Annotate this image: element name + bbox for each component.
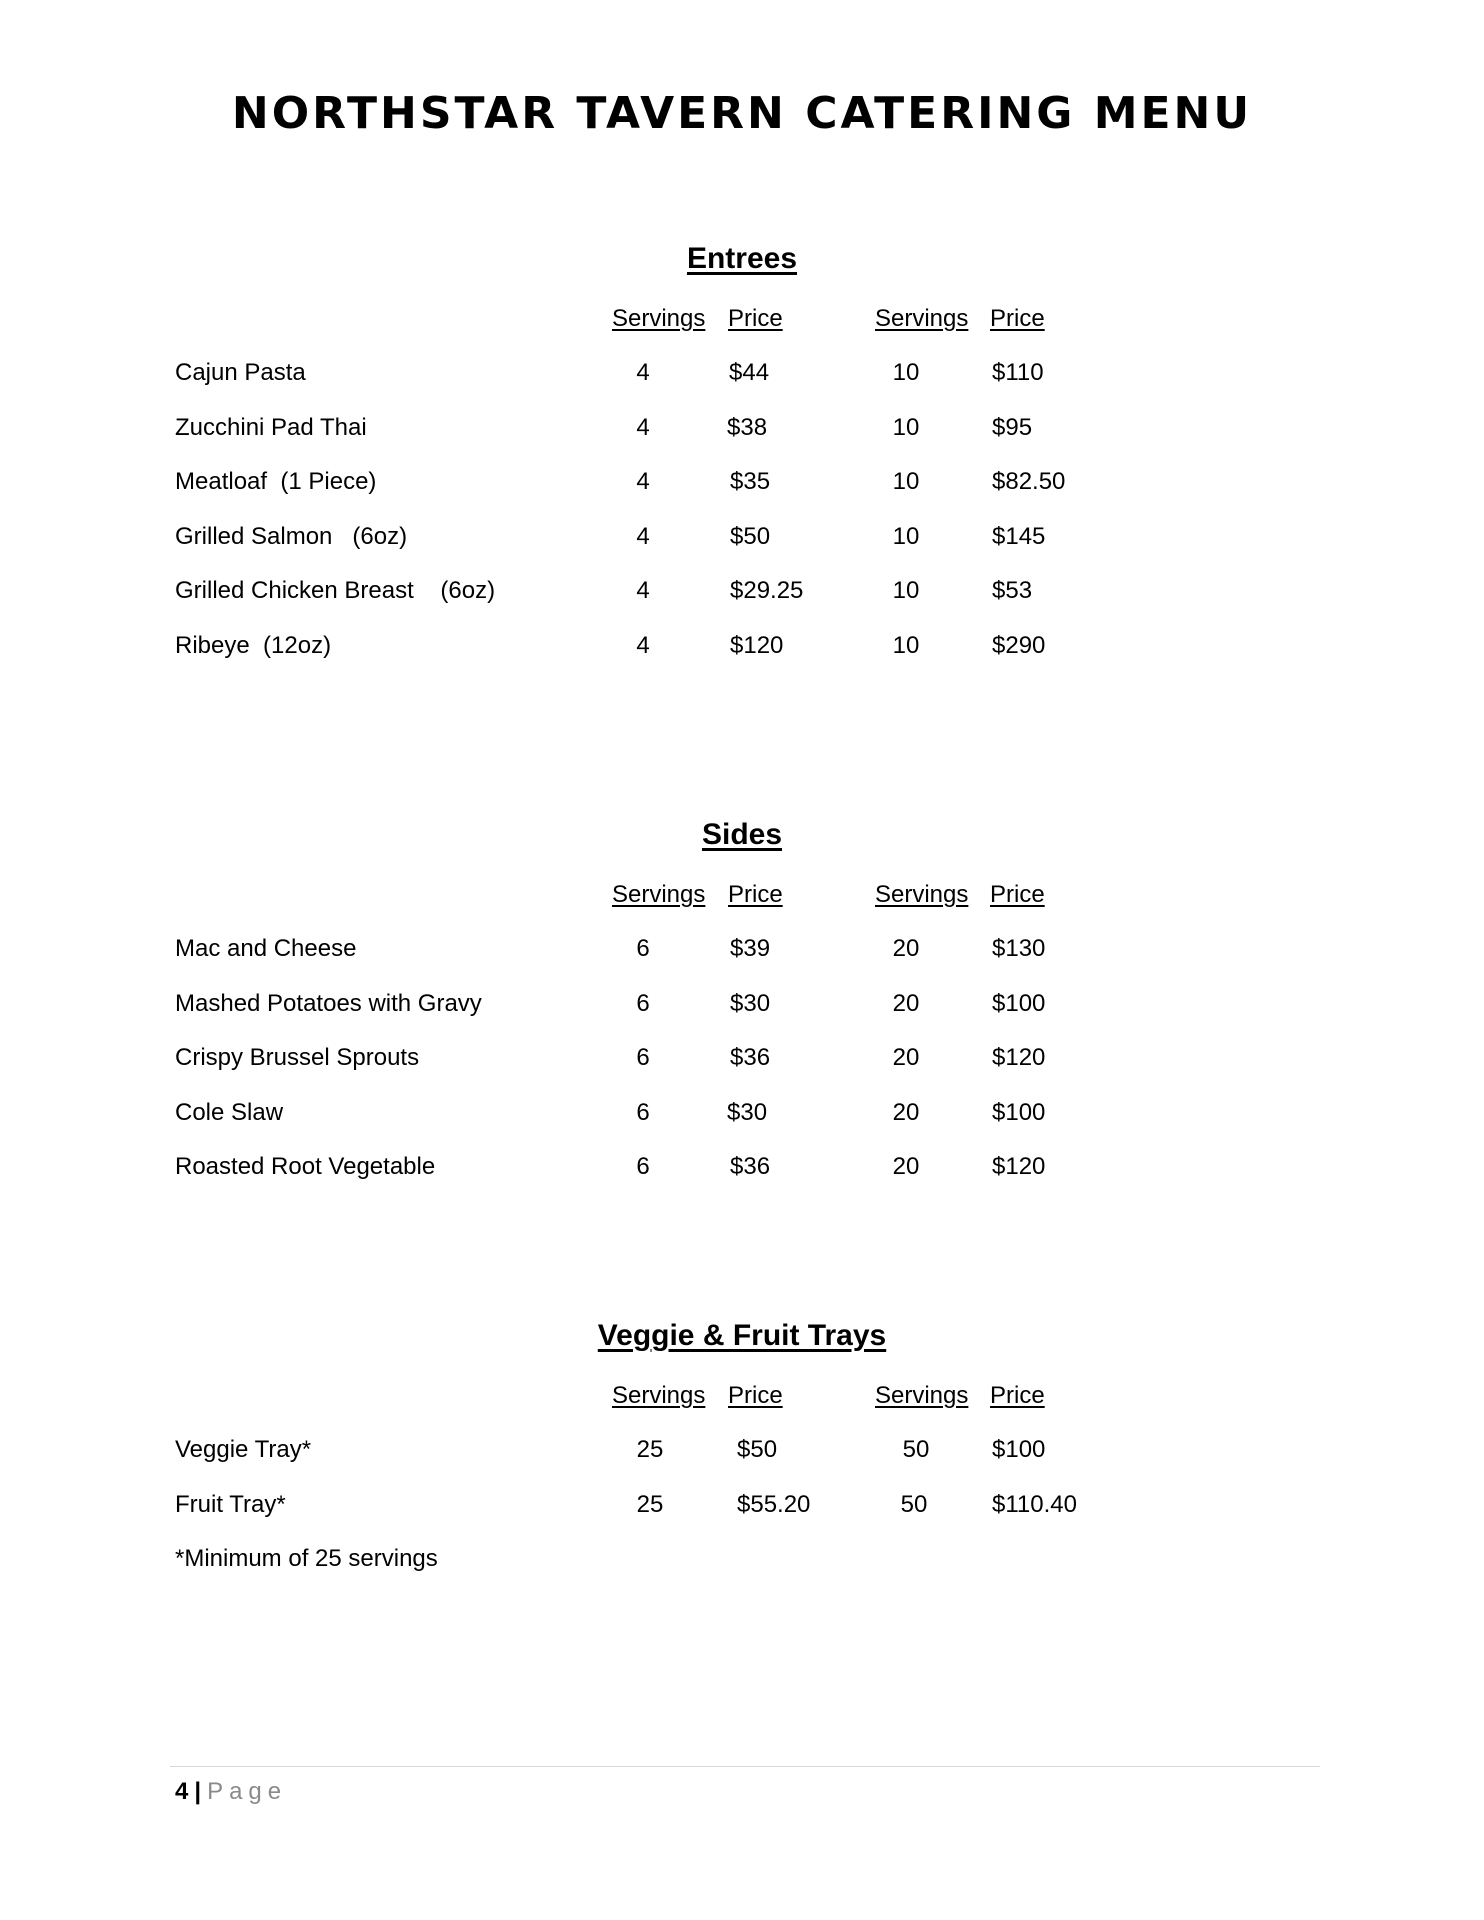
- menu-item-name: Roasted Root Vegetable: [175, 1153, 436, 1180]
- menu-item-price: $120: [992, 1044, 1046, 1071]
- menu-item-price: $110: [992, 359, 1044, 386]
- column-header-price: Price: [728, 1382, 783, 1409]
- column-header-servings: Servings: [612, 1382, 706, 1409]
- column-header-price: Price: [990, 305, 1045, 332]
- menu-item-servings: 20: [892, 935, 920, 962]
- menu-item-price: $53: [992, 577, 1033, 604]
- menu-item-servings: 20: [892, 1153, 920, 1180]
- menu-item-servings: 10: [892, 577, 920, 604]
- menu-item-price: $39: [730, 935, 771, 962]
- menu-item-servings: 10: [892, 632, 920, 659]
- menu-item-price: $36: [730, 1044, 771, 1071]
- menu-item-price: $29.25: [730, 577, 804, 604]
- column-header-price: Price: [990, 1382, 1045, 1409]
- page-number: 4: [175, 1778, 189, 1805]
- menu-item-price: $290: [992, 632, 1046, 659]
- menu-item-price: $35: [730, 468, 771, 495]
- menu-item-servings: 6: [636, 990, 650, 1017]
- menu-item-price: $30: [730, 990, 771, 1017]
- menu-item-name: Ribeye (12oz): [175, 632, 332, 659]
- column-header-servings: Servings: [612, 881, 706, 908]
- page-footer: [175, 1778, 287, 1806]
- menu-item-price: $100: [992, 990, 1046, 1017]
- menu-item-servings: 25: [636, 1491, 664, 1518]
- menu-item-name: Cajun Pasta: [175, 359, 306, 386]
- menu-item-price: $95: [992, 414, 1033, 441]
- footer-separator: |: [194, 1778, 202, 1805]
- column-header-price: Price: [990, 881, 1045, 908]
- menu-item-servings: 6: [636, 1099, 650, 1126]
- menu-item-servings: 20: [892, 990, 920, 1017]
- menu-item-price: $130: [992, 935, 1046, 962]
- menu-item-servings: 10: [892, 523, 920, 550]
- menu-item-price: $120: [992, 1153, 1046, 1180]
- menu-item-price: $44: [729, 359, 770, 386]
- menu-item-price: $82.50: [992, 468, 1066, 495]
- menu-item-servings: 4: [636, 577, 650, 604]
- column-header-price: Price: [728, 305, 783, 332]
- section-heading-trays: Veggie & Fruit Trays: [597, 1319, 887, 1352]
- menu-item-servings: 10: [892, 468, 920, 495]
- menu-item-price: $120: [730, 632, 784, 659]
- menu-item-servings: 50: [902, 1436, 930, 1463]
- menu-item-name: Crispy Brussel Sprouts: [175, 1044, 420, 1071]
- menu-item-servings: 20: [892, 1044, 920, 1071]
- menu-item-name: Mashed Potatoes with Gravy: [175, 990, 482, 1017]
- menu-item-name: Mac and Cheese: [175, 935, 357, 962]
- menu-item-price: $50: [737, 1436, 778, 1463]
- menu-item-name: Grilled Salmon (6oz): [175, 523, 408, 550]
- menu-item-price: $145: [992, 523, 1046, 550]
- menu-item-price: $38: [727, 414, 768, 441]
- menu-item-name: Zucchini Pad Thai: [175, 414, 367, 441]
- menu-item-price: $100: [992, 1436, 1046, 1463]
- column-header-servings: Servings: [612, 305, 706, 332]
- menu-item-price: $110.40: [992, 1491, 1077, 1518]
- menu-item-price: $50: [730, 523, 771, 550]
- menu-item-price: $30: [727, 1099, 768, 1126]
- page-label: Page: [207, 1778, 288, 1805]
- menu-item-price: $55.20: [737, 1491, 811, 1518]
- menu-item-servings: 10: [892, 359, 920, 386]
- minimum-servings-note: *Minimum of 25 servings: [175, 1545, 438, 1572]
- page-title: NORTHSTAR TAVERN CATERING MENU: [231, 88, 1253, 139]
- column-header-servings: Servings: [875, 305, 969, 332]
- footer-divider: [170, 1766, 1320, 1767]
- menu-item-price: $100: [992, 1099, 1046, 1126]
- menu-item-servings: 6: [636, 935, 650, 962]
- menu-item-servings: 6: [636, 1153, 650, 1180]
- menu-item-name: Veggie Tray*: [175, 1436, 312, 1463]
- menu-item-servings: 10: [892, 414, 920, 441]
- section-heading-entrees: Entrees: [686, 242, 798, 275]
- menu-item-servings: 50: [900, 1491, 928, 1518]
- menu-item-name: Fruit Tray*: [175, 1491, 286, 1518]
- menu-item-name: Meatloaf (1 Piece): [175, 468, 377, 495]
- menu-item-servings: 4: [636, 359, 650, 386]
- menu-item-servings: 4: [636, 414, 650, 441]
- menu-item-servings: 6: [636, 1044, 650, 1071]
- menu-item-servings: 20: [892, 1099, 920, 1126]
- menu-item-price: $36: [730, 1153, 771, 1180]
- menu-item-name: Cole Slaw: [175, 1099, 284, 1126]
- menu-item-name: Grilled Chicken Breast (6oz): [175, 577, 496, 604]
- section-heading-sides: Sides: [701, 818, 783, 851]
- column-header-servings: Servings: [875, 881, 969, 908]
- menu-item-servings: 4: [636, 632, 650, 659]
- menu-item-servings: 4: [636, 523, 650, 550]
- column-header-price: Price: [728, 881, 783, 908]
- column-header-servings: Servings: [875, 1382, 969, 1409]
- menu-item-servings: 25: [636, 1436, 664, 1463]
- menu-item-servings: 4: [636, 468, 650, 495]
